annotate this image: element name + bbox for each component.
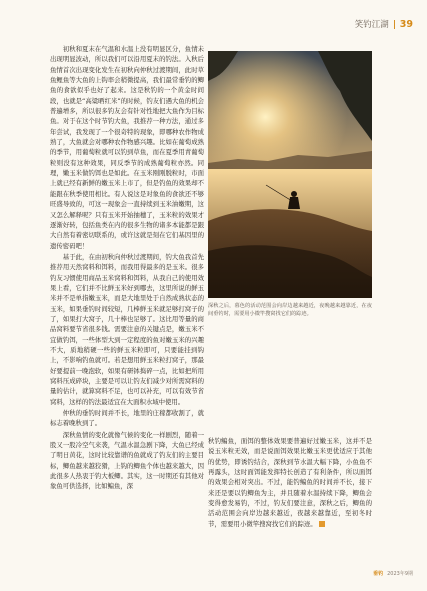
paragraph — [208, 436, 372, 529]
page-number: 39 — [399, 18, 413, 30]
issue-label: 2023年9期 — [387, 571, 413, 577]
section-title: 笑钓江湖 — [354, 20, 389, 30]
page-footer — [373, 570, 413, 577]
left-column — [50, 44, 204, 492]
paragraph: 深秋鱼情的变化就像气候的变化一样剧烈，随着一股又一股冷空气来袭，气温水温急剧下降，大鱼已经成了明日黄花，这时比较靠谱的鱼就成了钓友们的主要目标，鲫鱼越来越狡猾，上钩的鲫鱼个体也越来越大，因此很多人热衷于钓大板鲫。其实，这一时期还有其他对象鱼可供选择，比如鳊鱼，深 — [50, 430, 204, 491]
paragraph: 初秋和夏末在气温和水温上没有明显区分，鱼情未出现明显波动，所以我们可以沿用夏末的钓法。入秋后鱼情首次出现变化发生在初秋向仲秋过渡期间，此时草鱼鲤鱼等大鱼的上钩率会稍微提高，我们最常垂钓的鲫鱼的食欲似乎也好了起来。这是秋钓的一个黄金时间段，也就是“高粱晒红米”的时候，钓友们遇大鱼的机会普遍增多，所以很多钓友会有针对性地把大鱼作为目标鱼。对于在这个时节钓大鱼，我推荐一种方法，通过多年尝试，我发现了一个很奇特的现象，即哪种农作物成熟了，大鱼就会对哪种农作物感兴趣。比如在葡萄成熟的季节，用葡萄粒就可以钓到草鱼，而在夏季用青葡萄粒则没有这种效果，同反季节的成熟葡萄粒亦然。同理，嫩玉米做钓饵也是如此。在玉米刚刚脱粒时，市面上就已经有新鲜的嫩玉米上市了，但是钓鱼的效果却不能跟在秋季使用相比。有人说这是对象鱼的食欲还不够旺盛导致的，可这一现象会一直持续到玉米油嫩期，这又怎么解释呢？只有玉米开始抽穗了，玉米粒的效果才逐渐好转，包括鱼类在内的很多生物的诸多本能都是跟大自然有着密切联系的，或许这就是刻在它们基因里的遗传密码吧！ — [50, 45, 204, 250]
fishing-photo — [208, 51, 372, 298]
photo-caption: 深秋之后，暮色的活动范围会向岸边越来越近，夜晚越来越靠近，在夜间垂钓时，需要用小微竿搜窝找它们的踪迹。 — [208, 303, 372, 317]
magazine-brand: 垂钓 — [373, 571, 384, 577]
end-mark-icon — [319, 521, 325, 527]
running-header — [355, 18, 413, 30]
paragraph: 基于此，在由初秋向仲秋过渡期间，钓大鱼我首先推荐用天然窝料和饵料，而我用得最多的是玉米。很多钓友习惯使用商品玉米窝料和饵料，从我自己的使用效果上看，它们并不比鲜玉米好到哪去，这里所说的鲜玉米并不是单指嫩玉米，而是大地里处于自然成熟状态的玉米，如果垂钓时间较短，几棒鲜玉米就足够打窝子的了，如果打大窝子，几十棒也足够了。这比用等量的商品窝料要节省很多钱。需要注意的关键点是，嫩玉米不宜做钓饵，一些体型大到一定程度的鱼对嫩玉米的兴趣不大，质地稍硬一些的鲜玉米粒即可，只要能挂到钩上，不影响钓鱼就可。若是想用鲜玉米粒打窝子，那最好要提前一晚泡软，如果有研钵捣碎一点，比如把所用窝料压成碎块，主要是可以让钓友们减少对所需窝料的量的估计，就算窝料不足，也可以补充，可以有效节省窝料，这样的钓法最适宜在大面积水域中使用。 — [50, 252, 204, 406]
header-divider — [394, 20, 395, 29]
paragraph: 仲秋的垂钓时间并不长，地里的庄稼都收割了，就标志着晚秋到了。 — [50, 409, 204, 428]
paragraph-text: 秋钓鳊鱼，面饵的整体效果要普遍好过嫩玉米，这并不是说玉米粒无效，而是说面饵效果比嫩玉米更优适应于其他的优势，即诱钓结合，深秋到节水温大幅下降，小鱼鱼不再露头，这时面饵能发挥特长创造了有利条件，所以面饵的效果会相对突出。不过，能钓鳊鱼的时间并不长，接下来还是要以钓鲫鱼为主，并且随着水温持续下降，鲫鱼会变得愈发易钓，不过，钓友们要注意，深秋之后，鲫鱼的活动范围会向岸边越来越近，夜越来越靠近，至初冬时节，需要用小微竿搜窝找它们的踪迹。 — [208, 437, 372, 528]
right-column — [208, 436, 372, 529]
